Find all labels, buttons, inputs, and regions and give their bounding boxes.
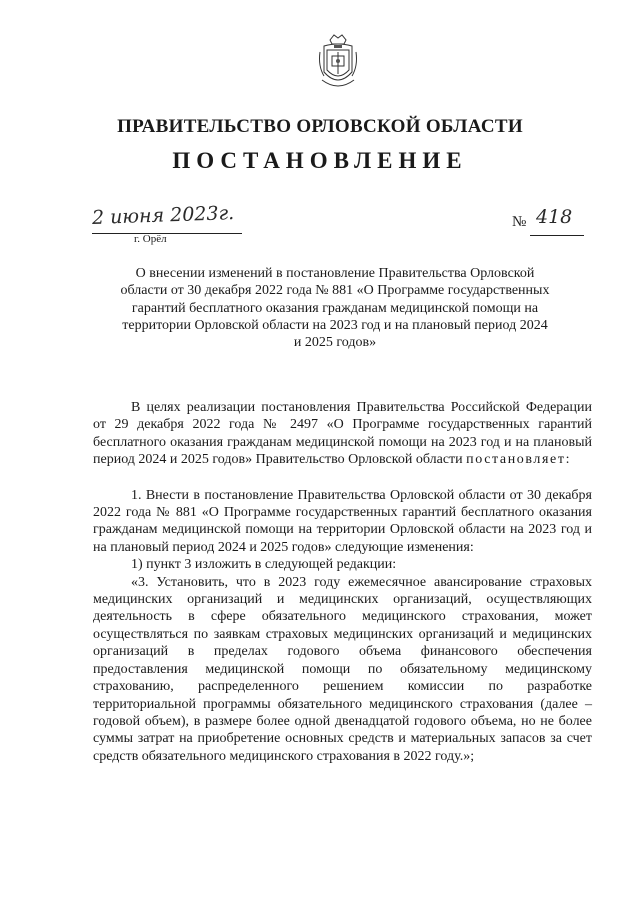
handwritten-date: 2 июня 2023г. — [91, 202, 235, 229]
coat-of-arms-emblem — [316, 32, 360, 94]
number-label: № — [512, 214, 527, 230]
item-1-paragraph: 1. Внести в постановление Правительства Орловской области от 30 декабря 2022 года № 881 «О Программе государственных гарантий бесплатного оказания гражданам медицинской помощи на территории Орловской области на 2023 год и на плановый период 2024 и 2025 годов» следующие изменения: — [93, 487, 592, 555]
date-underline — [92, 233, 242, 234]
subitem-1-paragraph: 1) пункт 3 изложить в следующей редакции: — [131, 557, 397, 573]
number-underline — [530, 235, 584, 236]
document-type-title: ПОСТАНОВЛЕНИЕ — [172, 148, 468, 173]
quoted-paragraph: «3. Установить, что в 2023 году ежемесячное авансирование страховых медицинских организаций и медицинских организаций, осуществляющих деятельность в сфере обязательного медицинского страхования, может осуществляться по заявкам страховых медицинских организаций и медицинских организаций в пределах годового объема финансового обеспечения предоставления медицинской помощи по обязательному медицинскому страхованию, распределенного решением комиссии по разработке территориальной программы обязательного медицинского страхования (далее – годовой объем), в размере более одной двенадцатой годового объема, но не более суммы затрат на приобретение основных средств и материальных запасов за счет средств обязательного медицинского страхования в 2022 году.»; — [93, 574, 592, 764]
document-heading: О внесении изменений в постановление Правительства Орловской области от 30 декабря 2022 года № 881 «О Программе государственных гарантий бесплатного оказания гражданам медицинской помощи на территории Орловской области на 2023 год и на плановый период 2024 и 2025 годов» — [120, 266, 550, 351]
city-label: г. Орёл — [134, 233, 167, 245]
handwritten-number: 418 — [536, 206, 573, 228]
document-body — [93, 399, 592, 765]
preamble-text: В целях реализации постановления Правительства Российской Федерации от 29 декабря 2022 года № 2497 «О Программе государственных гарантий бесплатного оказания гражданам медицинской помощи на 2023 год и на плановый период 2024 и 2025 годов» Правительство Орловской области — [93, 400, 592, 468]
preamble-action: постановляет: — [466, 452, 572, 468]
government-title: ПРАВИТЕЛЬСТВО ОРЛОВСКОЙ ОБЛАСТИ — [117, 116, 523, 137]
preamble-paragraph — [93, 399, 592, 469]
